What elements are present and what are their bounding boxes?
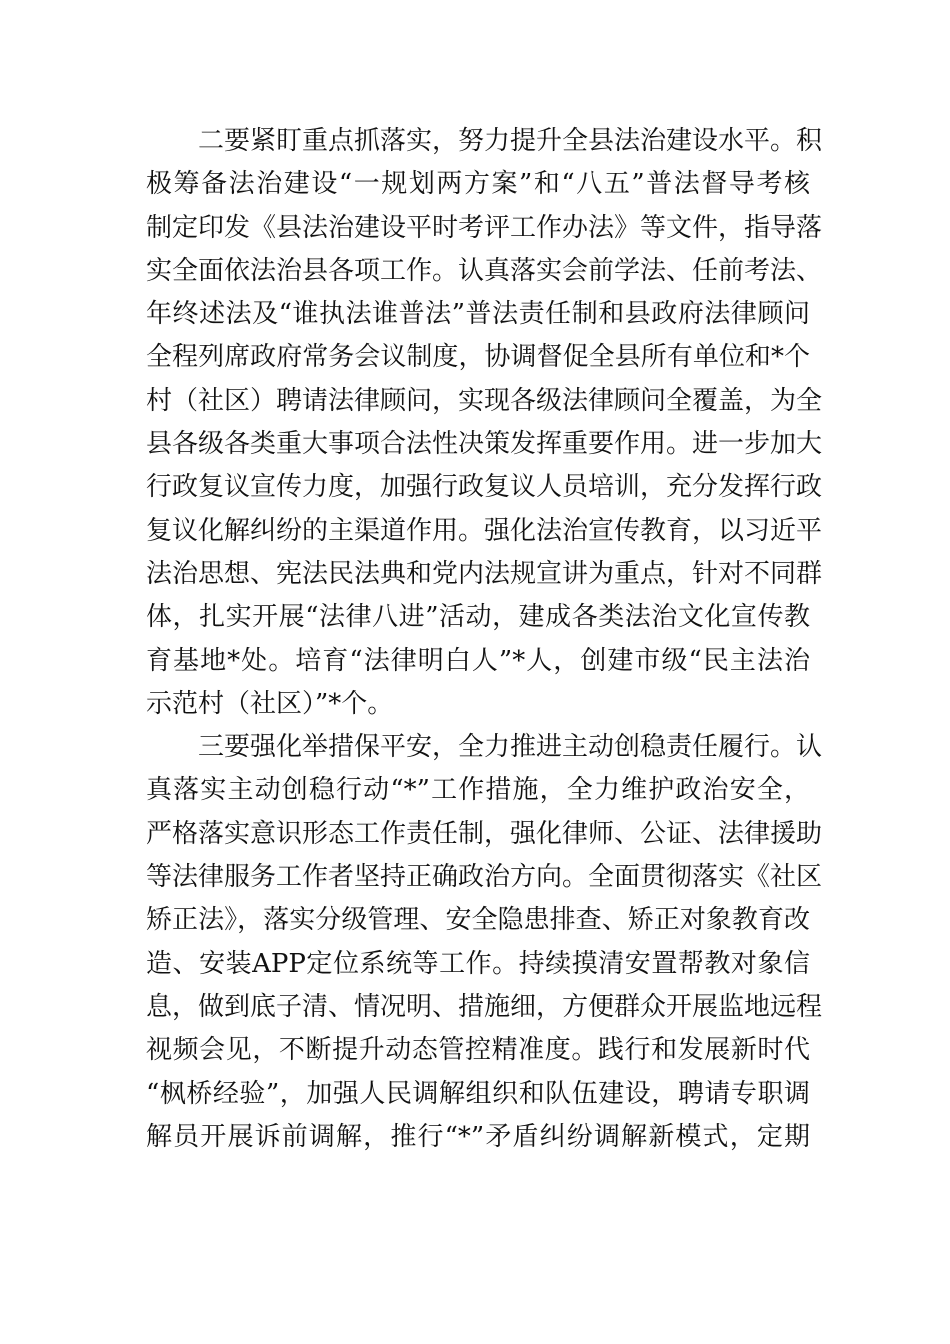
text-line: 视频会见，不断提升动态管控精准度。践行和发展新时代: [146, 1035, 810, 1066]
text-line: 造、安装APP定位系统等工作。持续摸清安置帮教对象信: [146, 948, 810, 979]
text-line: 示范村（社区）”*个。: [146, 688, 394, 719]
text-line: 县各级各类重大事项合法性决策发挥重要作用。进一步加大: [146, 429, 823, 460]
paragraph-legal-construction: [146, 120, 823, 726]
text-line: 制定印发《县法治建设平时考评工作办法》等文件，指导落: [146, 212, 823, 243]
paragraph-safety-stability: [146, 726, 823, 1159]
text-line: 法治思想、宪法民法典和党内法规宣讲为重点，针对不同群: [146, 558, 823, 589]
text-line: 实全面依法治县各项工作。认真落实会前学法、任前考法、: [146, 255, 823, 286]
text-line: 行政复议宣传力度，加强行政复议人员培训，充分发挥行政: [146, 472, 823, 503]
text-line: 年终述法及“谁执法谁普法”普法责任制和县政府法律顾问: [146, 299, 810, 330]
text-line: 解员开展诉前调解，推行“*”矛盾纠纷调解新模式，定期: [146, 1121, 810, 1152]
text-line: 村（社区）聘请法律顾问，实现各级法律顾问全覆盖，为全: [146, 385, 823, 416]
text-line: 复议化解纠纷的主渠道作用。强化法治宣传教育，以习近平: [146, 515, 823, 546]
text-line: 二要紧盯重点抓落实，努力提升全县法治建设水平。积: [198, 126, 823, 156]
text-line: 矫正法》，落实分级管理、安全隐患排查、矫正对象教育改: [146, 905, 810, 936]
text-line: “枫桥经验”，加强人民调解组织和队伍建设，聘请专职调: [146, 1078, 810, 1109]
text-line: 息，做到底子清、情况明、措施细，方便群众开展监地远程: [146, 991, 823, 1022]
text-line: 三要强化举措保平安，全力推进主动创稳责任履行。认: [198, 732, 823, 763]
text-line: 严格落实意识形态工作责任制，强化律师、公证、法律援助: [146, 818, 823, 849]
text-line: 真落实主动创稳行动“*”工作措施，全力维护政治安全，: [146, 775, 810, 806]
text-line: 育基地*处。培育“法律明白人”*人，创建市级“民主法治: [146, 645, 810, 676]
document-body: [146, 120, 823, 1159]
text-line: 极筹备法治建设“一规划两方案”和“八五”普法督导考核: [146, 169, 810, 200]
text-line: 体，扎实开展“法律八进”活动，建成各类法治文化宣传教: [146, 602, 810, 633]
text-line: 等法律服务工作者坚持正确政治方向。全面贯彻落实《社区: [146, 862, 823, 893]
text-line: 全程列席政府常务会议制度，协调督促全县所有单位和*个: [146, 342, 810, 373]
